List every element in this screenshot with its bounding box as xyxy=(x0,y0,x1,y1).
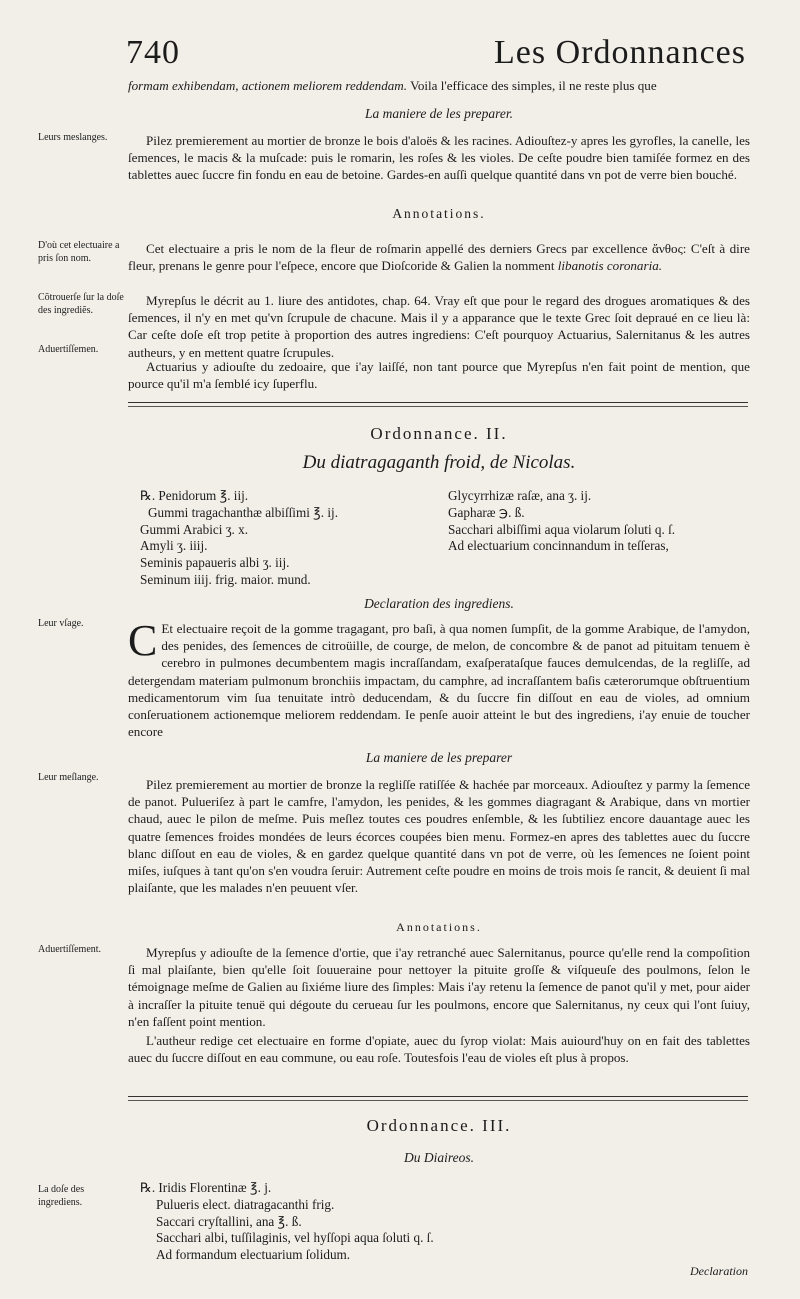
annotation-paragraph-1 xyxy=(128,240,750,274)
intro-line-latin: formam exhibendam, actionem meliorem reddendam. xyxy=(128,78,408,93)
preparation-heading-2: La maniere de les preparer xyxy=(365,750,513,765)
annotations-heading-2: Annotations. xyxy=(396,920,482,934)
annot-p1-greek: ἄνθος xyxy=(652,241,683,256)
page-header xyxy=(126,28,746,78)
recipe-line: Sacchari albi, tuſſilaginis, vel hyſſopi aqua ſoluti q. ſ. xyxy=(156,1230,434,1246)
annotation-paragraph-5: L'autheur redige cet electuaire en forme d'opiate, auec du ſyrop violat: Mais auiourd'huy on en fait des tablettes auec du ſuccre diſſout en eau commune, ou eau roſe. Toutesfois l'eau de violes eſt plus à propos. xyxy=(128,1033,750,1066)
margin-note-avertissement-1: Aduertiſſemen. xyxy=(38,344,99,355)
recipe-line: ℞. Iridis Florentinæ ℥. j. xyxy=(140,1180,272,1195)
page-number: 740 xyxy=(126,34,180,71)
margin-note-controverse: Cõtrouerſe ſur la doſe des ingrediẽs. xyxy=(38,292,124,316)
declaration-text: Et electuaire reçoit de la gomme tragagant, pro baſi, à qua nomen ſumpſit, de la gomme Arabique, de l'amydon, des penides, des ſemences de citroüille, de courge, de melon, de concombre & de panot ad pituitam tenuem è cerebro in pulmones decumbentem magis incraſſandam, exaſperataſque fauces demulcendas, de la regliſſe, ad detergendam materiam pulmonum bronchiis impactam, du camphre, ad incraſſantem baſis cæterorumque obſtruentium medicamentorum vim ſua tenuitate intrò deducendam, & du ſuccre fin diſſout en eau de violes, ad omnium conſeruationem actionemque meliorem reddendam. Ie penſe auoir atteint le but des ingrediens, i'ay enuie de toucher encore xyxy=(128,621,750,740)
ordonnance-2-subtitle: Du diatragaganth froid, de Nicolas. xyxy=(302,452,576,473)
divider-rule-1 xyxy=(128,402,748,403)
running-title: Les Ordonnances xyxy=(494,34,746,71)
recipe-line: Gummi Arabici ʒ. x. xyxy=(140,521,249,537)
preparation-paragraph-2: Pilez premierement au mortier de bronze la regliſſe ratiſſée & hachée par morceaux. Adiouſtez y parmy la ſemence de panot. Pulueriſez à part le camfre, l'amydon, les penides, & les gommes diagragant & Arabique, dans vn mortier chaud, auec le pilon de meſme. Puis meſlez toutes ces poudres enſemble, & les ſubtiliez encore dauantage auec les quatre ſemences froides mondées de leurs écorces coupées bien menu. Formez-en apres des tablettes auec du ſuccre blanc diſſout en eau de violes, & en gardez quelque quantité dans vn pot de verre, où les ſemences ne ſoient point miſes, iuſques à tant qu'on s'en voudra ſeruir: Autrement ceſte poudre en moins de trois mois ſe rancit, & deuient ſi mal plaiſante, que les malades n'en peuuent vſer. xyxy=(128,777,750,896)
margin-note-meslanges: Leurs meslanges. xyxy=(38,132,108,143)
annotation-paragraph-3: Actuarius y adiouſte du zedoaire, que i'ay laiſſé, non tant pource que Myrepſus n'en fait point de mention, que pource qu'il m'a ſemblé icy ſuperflu. xyxy=(128,359,750,392)
section-heading-preparation-1: La maniere de les preparer. xyxy=(364,106,514,121)
recipe-line: ℞. Penidorum ℥. iij. xyxy=(140,488,249,503)
annot-p1-latin: libanotis coronaria. xyxy=(557,258,663,274)
annotation-paragraph-4: Myrepſus y adiouſte de la ſemence d'ortie, que i'ay retranché auec Salernitanus, pource qu'elle rend la compoſition ſi mal plaiſante, bien qu'elle ſoit ſouueraine pour nettoyer la pituite groſſe & viſqueuſe des poulmons, ſelon le témoignage meſme de Galien au ſixiéme liure des ſimples: Mais i'ay retenu la ſemence de panot qu'il y met, pour aider à incraſſer la pituite tenuë qui dégoute du cerueau ſur les poulmons, encore que Salernitanus, ny ceux qui l'ont ſuiuy, n'en faſſent point mention. xyxy=(128,945,750,1029)
margin-note-dose: La doſe des ingrediens. xyxy=(38,1184,85,1208)
recipe-line: Seminis papaueris albi ʒ. iij. xyxy=(140,555,290,571)
recipe-right-column xyxy=(448,488,748,555)
recipe-line: Seminum iiij. frig. maior. mund. xyxy=(140,571,311,587)
ordonnance-3-title: Ordonnance. III. xyxy=(366,1116,512,1135)
margin-note-meslange: Leur meſlange. xyxy=(38,772,99,783)
margin-note-nom: D'où cet electuaire a pris ſon nom. xyxy=(38,240,120,264)
declaration-heading: Declaration des ingrediens. xyxy=(364,596,514,611)
margin-note-avertissement-2: Aduertiſſement. xyxy=(38,944,102,955)
annot-p1-a: Cet electuaire a pris le nom de la fleur de roſmarin appellé des derniers Grecs par excellence xyxy=(146,241,648,256)
recipe-line: Ad formandum electuarium ſolidum. xyxy=(156,1247,351,1263)
paragraph-preparation-1: Pilez premierement au mortier de bronze le bois d'aloës & les racines. Adiouſtez-y apres les gyrofles, la canelle, les ſemences, le macis & la muſcade: puis le romarin, les roſes & les violes. De ceſte poudre bien tamiſée formez en des tablettes auec ſuccre fin fondu en eau de betoine. Gardes-en auſſi quelque quantité dans vn pot de verre bien bouché. xyxy=(128,133,750,183)
margin-note-usage: Leur vſage. xyxy=(38,618,84,629)
intro-line-text: Voila l'efficace des simples, il ne reste plus que xyxy=(410,78,657,93)
recipe-ordonnance-3 xyxy=(140,1180,640,1264)
ordonnance-3-subtitle: Du Diaireos. xyxy=(404,1150,474,1165)
recipe-line: Pulueris elect. diatragacanthi frig. xyxy=(156,1196,335,1212)
recipe-line: Amyli ʒ. iiij. xyxy=(140,538,208,554)
recipe-line: Sacchari albiſſimi aqua violarum ſoluti q. ſ. xyxy=(448,521,676,537)
recipe-line: Ad electuarium concinnandum in teſſeras, xyxy=(448,538,669,554)
annotation-paragraph-2: Myrepſus le décrit au 1. liure des antidotes, chap. 64. Vray eſt que pour le regard des drogues aromatiques & des ſemences, il n'y en met qu'vn ſcrupule de chacune. Mais il y a apparance que le texte Grec ſoit depraué en ce lieu là: Car ceſte doſe eſt trop petite à proportion des autres ingrediens: C'eſt pourquoy Actuarius, Salernitanus & les autres autheurs, y en mettent quatre ſcrupules. xyxy=(128,293,750,360)
annotations-heading-1: Annotations. xyxy=(392,206,486,221)
recipe-line: Gapharæ ℈. ß. xyxy=(448,504,525,520)
intro-line xyxy=(128,78,750,94)
divider-rule-2 xyxy=(128,1096,748,1097)
declaration-paragraph xyxy=(128,616,750,740)
ordonnance-2-title: Ordonnance. II. xyxy=(370,424,508,443)
annot-p1-c: : C'eſt à dire fleur, prenans le genre pour l'eſpece, encore que Dioſcoride & Galien la nomment xyxy=(128,241,750,274)
recipe-left-column xyxy=(140,488,440,589)
recipe-line: Glycyrrhizæ raſæ, ana ʒ. ij. xyxy=(448,488,592,503)
divider-rule-2b xyxy=(128,1100,748,1101)
recipe-line: Saccari cryſtallini, ana ℥. ß. xyxy=(156,1213,302,1229)
catchword: Declaration xyxy=(690,1264,748,1278)
divider-rule-1b xyxy=(128,406,748,407)
recipe-line: Gummi tragachanthæ albiſſimi ℥. ij. xyxy=(148,504,339,520)
drop-cap: C xyxy=(128,616,158,665)
